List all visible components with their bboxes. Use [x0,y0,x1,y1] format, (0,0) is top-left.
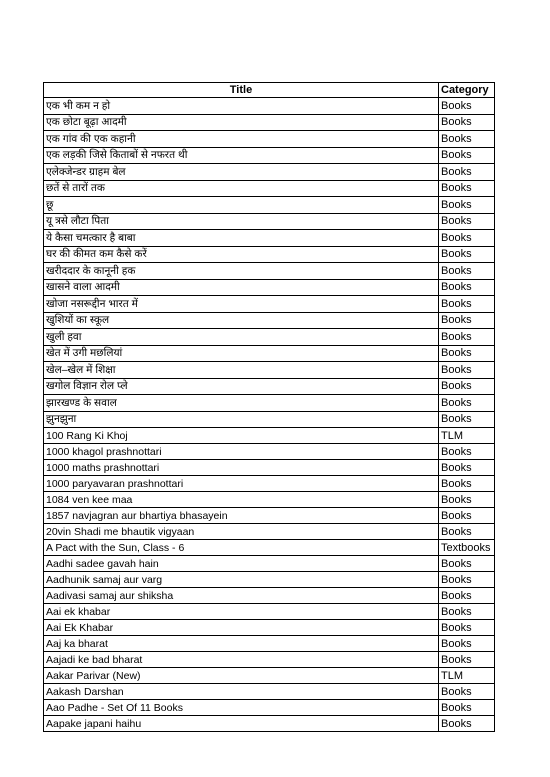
category-cell: Books [439,98,495,115]
category-cell: Textbooks [439,540,495,556]
title-cell: झारखण्ड के सवाल [44,395,439,412]
table-row [44,147,495,164]
category-cell: Books [439,114,495,131]
title-cell: एलेक्जेन्डर ग्राहम बेल [44,164,439,181]
title-cell: खुली हवा [44,329,439,346]
title-cell: खेत में उगी मछलियां [44,345,439,362]
title-cell: Aakar Parivar (New) [44,668,439,684]
table-row [44,652,495,668]
table-row [44,362,495,379]
table-row [44,460,495,476]
category-cell: Books [439,604,495,620]
category-cell: Books [439,588,495,604]
category-cell: Books [439,572,495,588]
table-row [44,246,495,263]
title-cell: Aadivasi samaj aur shiksha [44,588,439,604]
title-cell: 1857 navjagran aur bhartiya bhasayein [44,508,439,524]
title-cell: एक लड़की जिसे किताबों से नफरत थी [44,147,439,164]
table-row [44,213,495,230]
category-cell: Books [439,263,495,280]
category-cell: TLM [439,428,495,444]
title-cell: ये कैसा चमत्कार है बाबा [44,230,439,247]
table-row [44,428,495,444]
category-cell: Books [439,411,495,428]
category-column-header: Category [439,83,495,98]
table-row [44,312,495,329]
table-row [44,395,495,412]
title-cell: 1000 maths prashnottari [44,460,439,476]
category-cell: Books [439,684,495,700]
category-cell: Books [439,197,495,214]
title-cell: Aakash Darshan [44,684,439,700]
table-row [44,263,495,280]
table-row [44,296,495,313]
title-cell: 1000 khagol prashnottari [44,444,439,460]
table-row [44,492,495,508]
title-cell: Aai Ek Khabar [44,620,439,636]
category-cell: Books [439,716,495,732]
table-row [44,444,495,460]
category-cell: Books [439,492,495,508]
category-cell: Books [439,246,495,263]
title-cell: खोजा नसरूद्दीन भारत में [44,296,439,313]
category-cell: Books [439,230,495,247]
table-row [44,411,495,428]
category-cell: Books [439,180,495,197]
table-row [44,700,495,716]
header-row [44,83,495,98]
table-row [44,345,495,362]
category-cell: Books [439,508,495,524]
title-cell: घर की कीमत कम कैसे करें [44,246,439,263]
category-cell: Books [439,345,495,362]
title-cell: Aaj ka bharat [44,636,439,652]
title-cell: एक छोटा बूढ़ा आदमी [44,114,439,131]
title-cell: Aajadi ke bad bharat [44,652,439,668]
category-cell: Books [439,636,495,652]
title-cell: Aadhi sadee gavah hain [44,556,439,572]
title-cell: खुशियों का स्कूल [44,312,439,329]
table-row [44,684,495,700]
category-cell: Books [439,620,495,636]
title-cell: खासने वाला आदमी [44,279,439,296]
category-cell: Books [439,362,495,379]
category-cell: Books [439,213,495,230]
table-row [44,329,495,346]
category-cell: Books [439,329,495,346]
category-cell: Books [439,444,495,460]
table-row [44,636,495,652]
category-cell: Books [439,476,495,492]
table-row [44,98,495,115]
title-cell: एक गांव की एक कहानी [44,131,439,148]
category-cell: Books [439,700,495,716]
table-row [44,180,495,197]
table-row [44,668,495,684]
table-row [44,524,495,540]
title-cell: खरीददार के कानूनी हक [44,263,439,280]
title-cell: A Pact with the Sun, Class - 6 [44,540,439,556]
table-row [44,508,495,524]
title-cell: छतें से तारों तक [44,180,439,197]
book-list-table [43,82,495,732]
table-row [44,540,495,556]
title-cell: एक भी कम न हो [44,98,439,115]
table-row [44,230,495,247]
table-row [44,716,495,732]
title-cell: Aai ek khabar [44,604,439,620]
table-row [44,588,495,604]
title-cell: छू [44,197,439,214]
category-cell: Books [439,524,495,540]
title-cell: यू त्रसे लौटा पिता [44,213,439,230]
title-cell: Aao Padhe - Set Of 11 Books [44,700,439,716]
table-row [44,556,495,572]
title-cell: 1000 paryavaran prashnottari [44,476,439,492]
table-row [44,620,495,636]
title-cell: 1084 ven kee maa [44,492,439,508]
category-cell: Books [439,312,495,329]
category-cell: TLM [439,668,495,684]
category-cell: Books [439,279,495,296]
table-row [44,279,495,296]
category-cell: Books [439,652,495,668]
table-row [44,114,495,131]
category-cell: Books [439,378,495,395]
category-cell: Books [439,556,495,572]
table-row [44,197,495,214]
table-row [44,572,495,588]
title-cell: Aapake japani haihu [44,716,439,732]
title-cell: 100 Rang Ki Khoj [44,428,439,444]
table-row [44,131,495,148]
table-row [44,476,495,492]
table-body [44,98,495,732]
title-column-header: Title [44,83,439,98]
title-cell: खेल–खेल में शिक्षा [44,362,439,379]
category-cell: Books [439,395,495,412]
title-cell: 20vin Shadi me bhautik vigyaan [44,524,439,540]
category-cell: Books [439,147,495,164]
category-cell: Books [439,164,495,181]
table-row [44,164,495,181]
table-row [44,604,495,620]
category-cell: Books [439,131,495,148]
table-row [44,378,495,395]
title-cell: झुनझुना [44,411,439,428]
category-cell: Books [439,296,495,313]
title-cell: Aadhunik samaj aur varg [44,572,439,588]
title-cell: खगोल विज्ञान रोल प्ले [44,378,439,395]
category-cell: Books [439,460,495,476]
